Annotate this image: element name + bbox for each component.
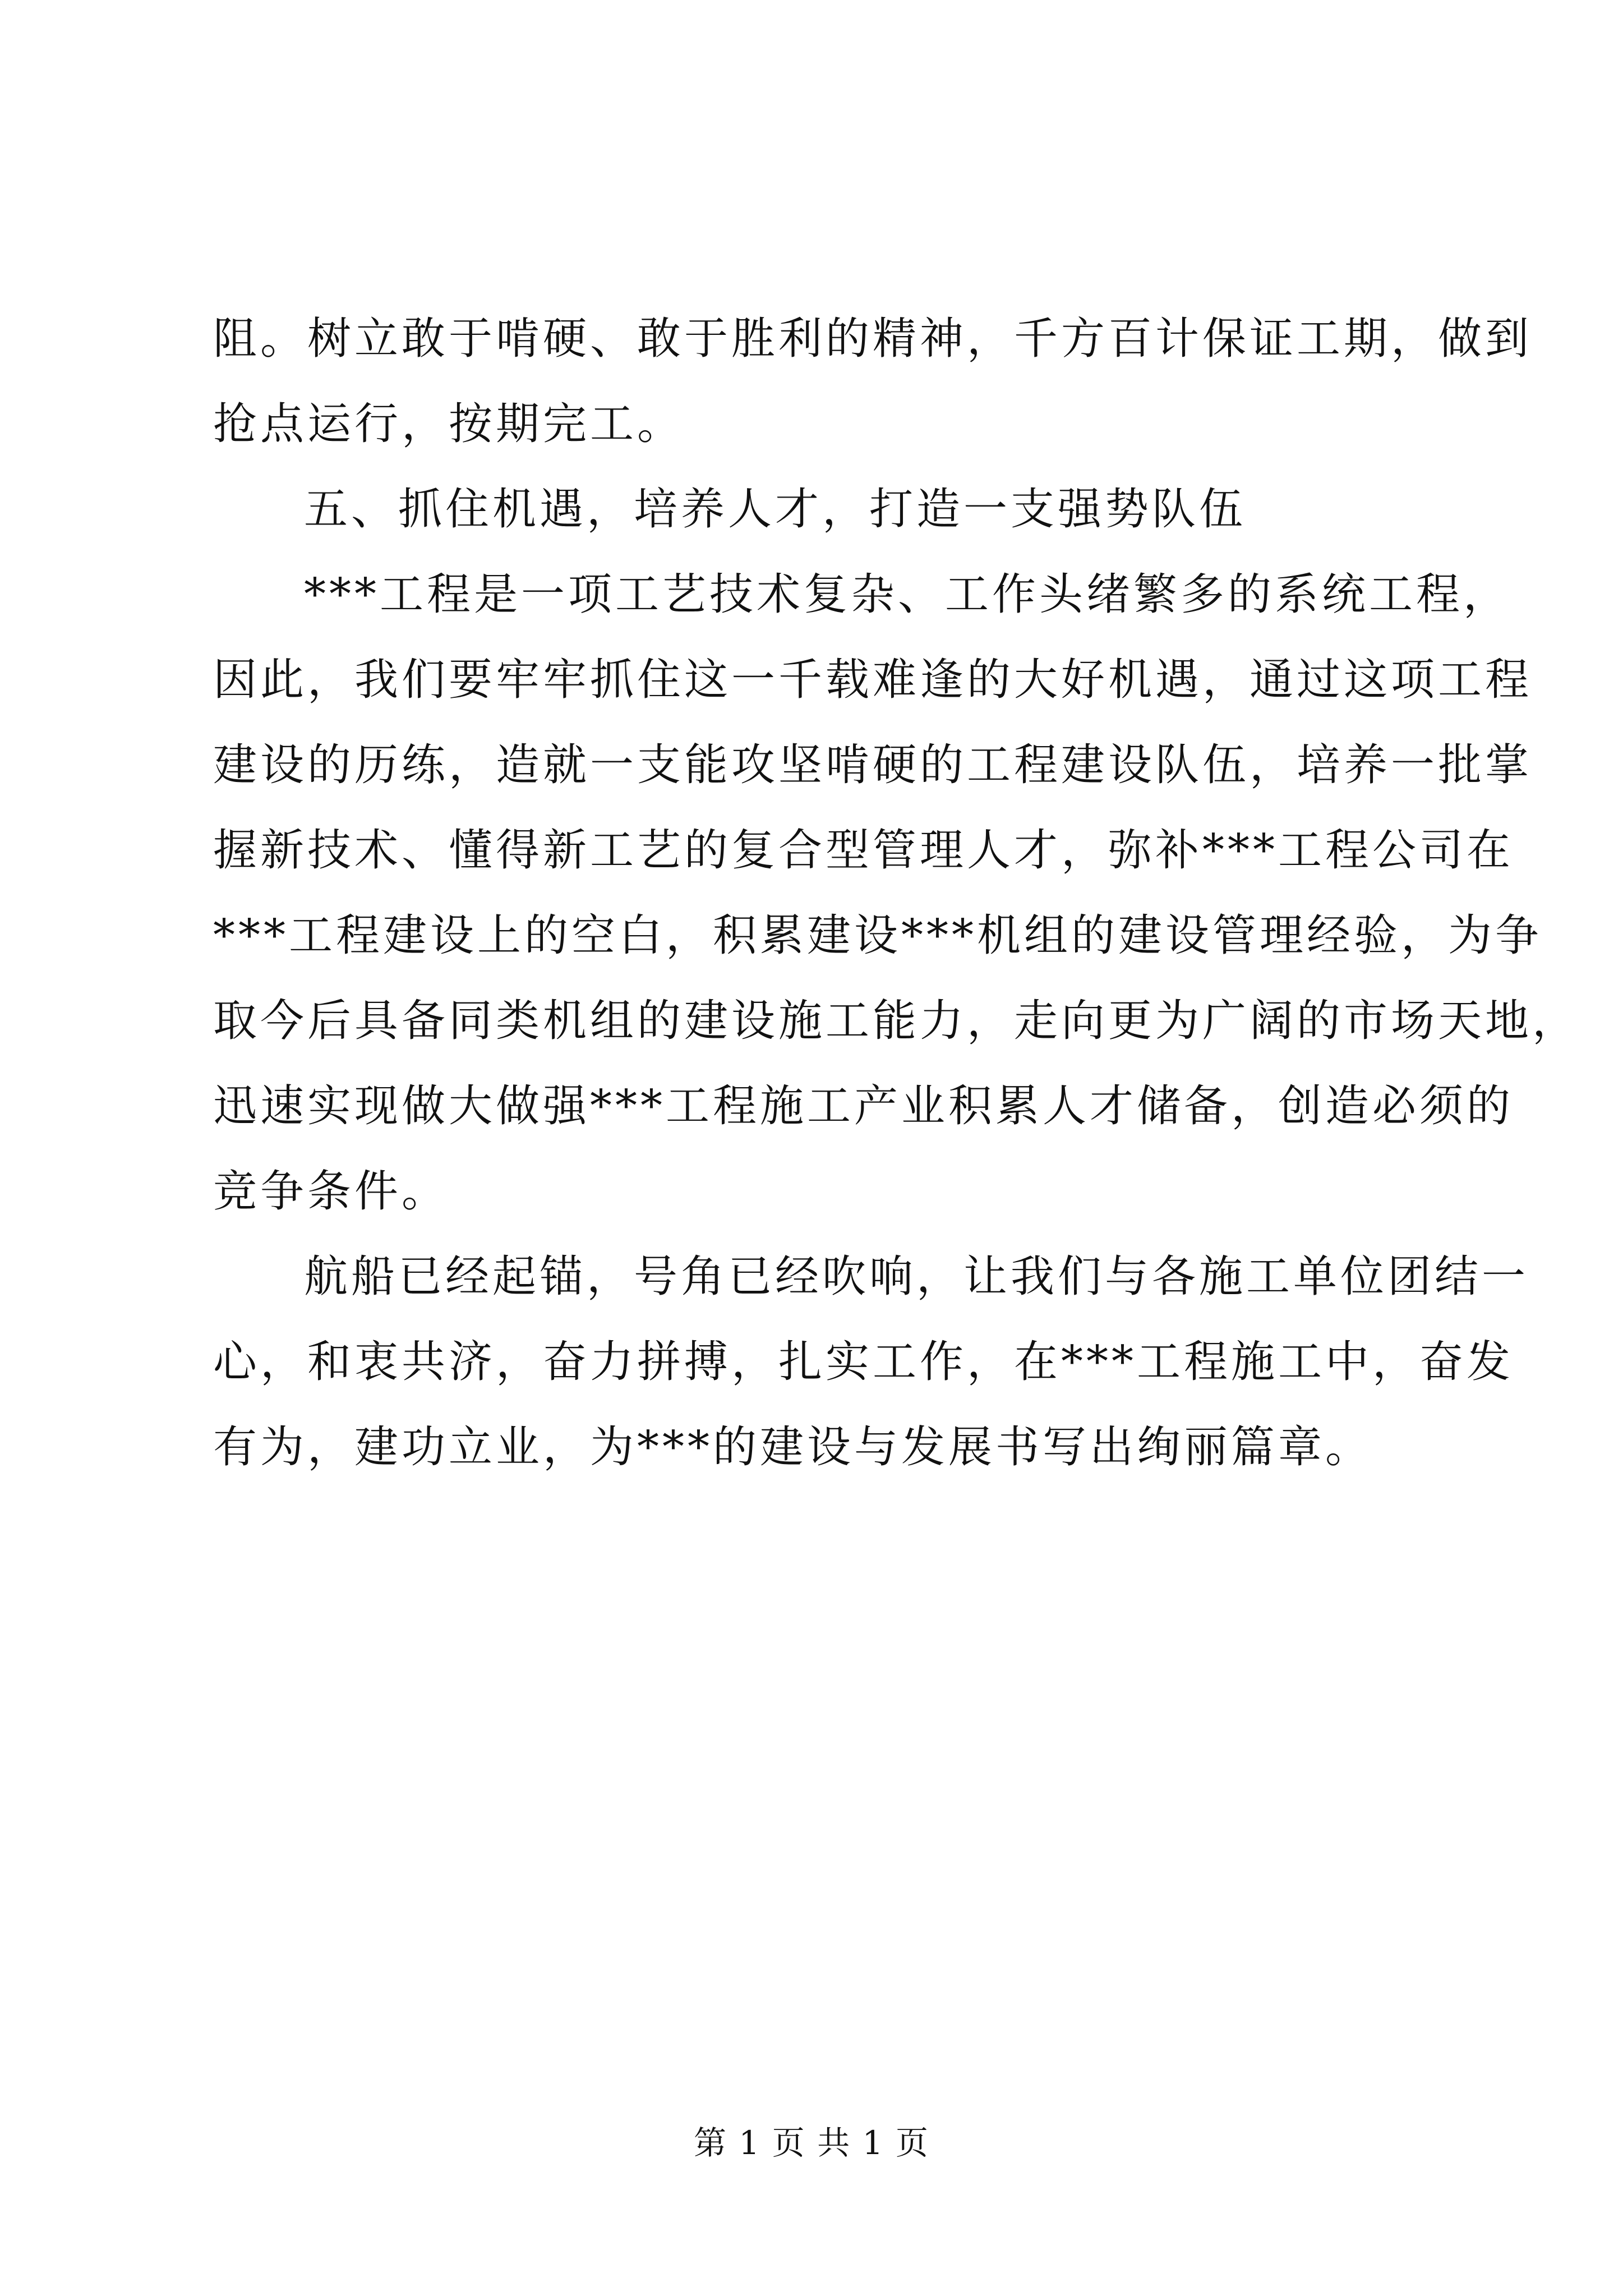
page-footer: 第 1 页 共 1 页 <box>694 2124 929 2162</box>
paragraph-line: 阻。树立敢于啃硬、敢于胜利的精神，千方百计保证工期，做到 <box>213 314 1533 364</box>
paragraph-line: 心，和衷共济，奋力拼搏，扎实工作，在***工程施工中，奋发 <box>213 1337 1514 1387</box>
paragraph-line: 因此，我们要牢牢抓住这一千载难逢的大好机遇，通过这项工程 <box>213 655 1533 705</box>
paragraph-line: 握新技术、懂得新工艺的复合型管理人才，弥补***工程公司在 <box>213 825 1514 876</box>
document-body <box>213 296 1580 1490</box>
paragraph-line: 建设的历练，造就一支能攻坚啃硬的工程建设队伍，培养一批掌 <box>213 740 1533 790</box>
paragraph-line: 抢点运行，按期完工。 <box>213 399 685 449</box>
paragraph-line: 迅速实现做大做强***工程施工产业积累人才储备，创造必须的 <box>213 1081 1514 1131</box>
paragraph-line: ***工程建设上的空白，积累建设***机组的建设管理经验，为争 <box>213 910 1543 961</box>
paragraph-line: 有为，建功立业，为***的建设与发展书写出绚丽篇章。 <box>213 1422 1373 1473</box>
paragraph-line: 竞争条件。 <box>213 1166 449 1217</box>
section-heading: 五、抓住机遇，培养人才，打造一支强势队伍 <box>304 484 1247 535</box>
paragraph-line: 航船已经起锚，号角已经吹响，让我们与各施工单位团结一 <box>304 1251 1529 1302</box>
paragraph-line: ***工程是一项工艺技术复杂、工作头绪繁多的系统工程， <box>304 569 1511 620</box>
paragraph-line: 取今后具备同类机组的建设施工能力，走向更为广阔的市场天地， <box>213 996 1580 1046</box>
